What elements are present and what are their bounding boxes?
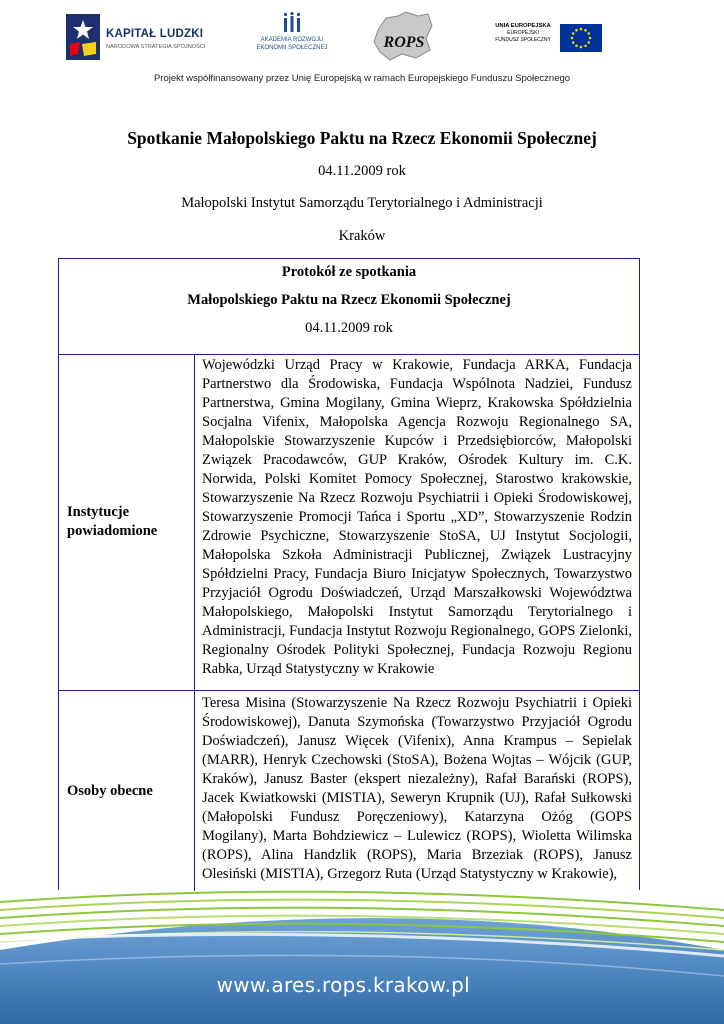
meeting-date: 04.11.2009 rok	[318, 163, 406, 179]
eu-flag-icon	[560, 24, 602, 52]
kapital-ludzki-subtitle: NARODOWA STRATEGIA SPÓJNOŚCI	[106, 44, 206, 50]
protocol-date: 04.11.2009 rok	[305, 320, 393, 336]
row-label-text: Instytucje powiadomione	[67, 504, 158, 539]
rops-text: ROPS	[383, 34, 425, 51]
cofinancing-note: Projekt współfinansowany przez Unię Europejską w ramach Europejskiego Funduszu Społecznego	[153, 73, 571, 84]
ue-line2: EUROPEJSKI	[507, 30, 539, 36]
akademia-line1: AKADEMIA ROZWOJU	[260, 37, 324, 43]
row-label-notified-institutions	[59, 354, 195, 690]
attendees-text: Teresa Misina (Stowarzyszenie Na Rzecz Rozwoju Psychiatrii i Opieki Środowiskowej), Danuta Szymońska (Towarzystwo Przyjaciół Ogrodu Doświadczeń), Janusz Więcek (Vifenix), Anna Krampus – Sepielak (MARR), Henryk Czechowski (StoSA), Bożena Wojtas – Wójcik (GUP, Kraków), Janusz Baster (ekspert niezależny), Rafał Barański (ROPS), Jacek Kwiatkowski (MISTIA), Seweryn Krupnik (UJ), Rafał Sułkowski (Małopolski Fundusz Poręczeniowy), Katarzyna Ożóg (GOPS Mogilany), Marta Bohdziewicz – Lulewicz (ROPS), Wioletta Wilimska (ROPS), Alina Handzlik (ROPS), Maria Brzeziak (ROPS), Janusz Olesiński (MISTIA), Grzegorz Ruta (Urząd Statystyczny w Krakowie),	[202, 695, 632, 882]
ue-text-block	[488, 22, 558, 44]
logo-bar	[0, 8, 724, 66]
akademia-line2: EKONOMII SPOŁECZNEJ	[256, 45, 328, 51]
row-label-attendees	[59, 691, 195, 891]
akademia-logo	[244, 12, 340, 62]
footer-banner	[0, 880, 724, 1024]
protocol-subheading: Małopolskiego Paktu na Rzecz Ekonomii Społecznej	[187, 292, 511, 308]
ue-logo	[488, 14, 608, 60]
akademia-icon	[282, 12, 302, 34]
meeting-city: Kraków	[338, 228, 386, 244]
notified-institutions-text: Wojewódzki Urząd Pracy w Krakowie, Fundacja ARKA, Fundacja Partnerstwo dla Środowiska, Fundacja Wspólnota Nadziei, Fundusz Partnerstwa, Gmina Mogilany, Gmina Wieprz, Krakowska Spółdzielnia Socjalna Vifenix, Małopolska Agencja Rozwoju Regionalnego SA, Małopolskie Stowarzyszenie Kupców i Przedsiębiorców, Małopolski Związek Pracodawców, GUP Kraków, Ośrodek Kultury im. C.K. Norwida, Polski Komitet Pomocy Społecznej, Starostwo krakowskie, Stowarzyszenie Na Rzecz Rozwoju Psychiatrii i Opieki Środowiskowej, Stowarzyszenie Promocji Tańca i Sportu „XD”, Stowarzyszenie Rodzin Zdrowie Psychiczne, Stowarzyszenie StoSA, UJ Instytut Socjologii, Małopolska Szkoła Administracji Publicznej, Związek Lustracyjny Spółdzielni Pracy, Fundacja Biuro Inicjatyw Społecznych, Towarzystwo Przyjaciół Ogrodu Doświadczeń, Urząd Marszałkowski Województwa Małopolskiego, Małopolski Instytut Samorządu Terytorialnego i Administracji, Fundacja Instytut Rozwoju Regionalnego, GOPS Zielonki, Regionalny Ośrodek Polityki Społecznej, Fundacja Rozwoju Regionu Rabka, Urząd Statystyczny w Krakowie	[202, 357, 632, 677]
table-row	[59, 354, 639, 691]
rops-logo	[372, 10, 436, 62]
protocol-table	[58, 258, 640, 890]
kapital-ludzki-title: KAPITAŁ LUDZKI	[106, 28, 204, 40]
protocol-header	[59, 259, 639, 355]
footer-wave-graphic	[0, 880, 724, 1024]
table-row	[59, 691, 639, 891]
kapital-ludzki-logo	[66, 14, 206, 62]
protocol-heading: Protokół ze spotkania	[281, 264, 417, 280]
row-label-text: Osoby obecne	[67, 782, 153, 799]
meeting-institution: Małopolski Instytut Samorządu Terytorialnego i Administracji	[181, 195, 543, 211]
document-title: Spotkanie Małopolskiego Paktu na Rzecz Ekonomii Społecznej	[127, 128, 597, 148]
ue-line1: UNIA EUROPEJSKA	[495, 23, 551, 29]
kapital-ludzki-icon	[66, 14, 100, 60]
ue-line3: FUNDUSZ SPOŁECZNY	[495, 37, 551, 43]
website-url: www.ares.rops.krakow.pl	[216, 973, 470, 997]
